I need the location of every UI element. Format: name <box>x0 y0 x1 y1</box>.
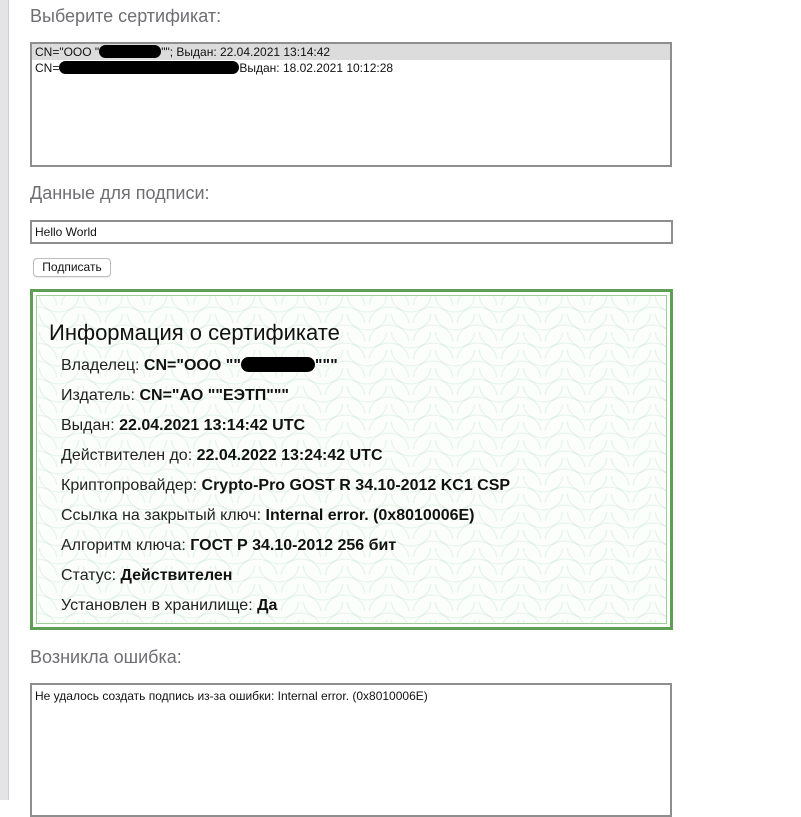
cert-option-2-prefix: CN= <box>35 61 60 75</box>
error-message-box[interactable] <box>30 683 672 817</box>
left-sidebar-edge <box>0 0 9 800</box>
installed-value: Да <box>257 597 278 614</box>
status-value: Действителен <box>120 567 233 584</box>
sign-button[interactable]: Подписать <box>33 258 111 277</box>
cert-option-1-prefix: CN="ООО " <box>35 45 100 59</box>
provider-label: Криптопровайдер: <box>61 477 202 494</box>
info-issued-row <box>61 417 305 435</box>
info-private-key-row <box>61 507 475 525</box>
info-provider-row <box>61 477 510 495</box>
sign-data-heading: Данные для подписи: <box>30 183 210 203</box>
issuer-value: CN="АО ""ЕЭТП""" <box>139 387 289 404</box>
valid-until-value: 22.04.2022 13:24:42 UTC <box>196 447 383 464</box>
sign-data-input[interactable] <box>30 220 673 244</box>
info-issuer-row <box>61 387 289 405</box>
issued-value: 22.04.2021 13:14:42 UTC <box>119 417 306 434</box>
valid-until-label: Действителен до: <box>61 447 197 464</box>
redacted-block <box>59 61 239 74</box>
certificate-option-2[interactable] <box>32 60 670 76</box>
cert-option-2-suffix: Выдан: 18.02.2021 10:12:28 <box>239 61 394 75</box>
private-key-value: Internal error. (0x8010006E) <box>265 507 475 524</box>
info-algorithm-row <box>61 537 396 555</box>
info-status-row <box>61 567 232 585</box>
provider-value: Crypto-Pro GOST R 34.10-2012 KC1 CSP <box>201 477 511 494</box>
algorithm-value: ГОСТ Р 34.10-2012 256 бит <box>190 537 397 554</box>
algorithm-label: Алгоритм ключа: <box>61 537 191 554</box>
info-valid-until-row <box>61 447 383 465</box>
certificate-info-panel <box>30 289 673 630</box>
owner-value-suffix: """ <box>314 357 338 374</box>
owner-value-prefix: CN="ООО "" <box>143 357 241 374</box>
redacted-block <box>99 45 161 58</box>
certificate-list[interactable] <box>30 42 672 167</box>
info-installed-row <box>61 597 277 615</box>
cert-option-1-suffix: ""; Выдан: 22.04.2021 13:14:42 <box>161 45 331 59</box>
certificate-info-background <box>36 295 667 624</box>
select-certificate-heading: Выберите сертификат: <box>30 6 222 26</box>
certificate-info-title: Информация о сертификате <box>49 320 340 345</box>
owner-label: Владелец: <box>61 357 144 374</box>
issued-label: Выдан: <box>61 417 120 434</box>
redacted-block <box>241 357 315 372</box>
installed-label: Установлен в хранилище: <box>61 597 258 614</box>
certificate-option-1[interactable] <box>32 44 670 60</box>
private-key-label: Ссылка на закрытый ключ: <box>61 507 266 524</box>
status-label: Статус: <box>61 567 121 584</box>
error-message-text: Не удалось создать подпись из-за ошибки: Internal error. (0x8010006E) <box>35 689 428 703</box>
error-heading: Возникла ошибка: <box>30 647 182 667</box>
issuer-label: Издатель: <box>61 387 140 404</box>
info-owner-row <box>61 357 338 375</box>
